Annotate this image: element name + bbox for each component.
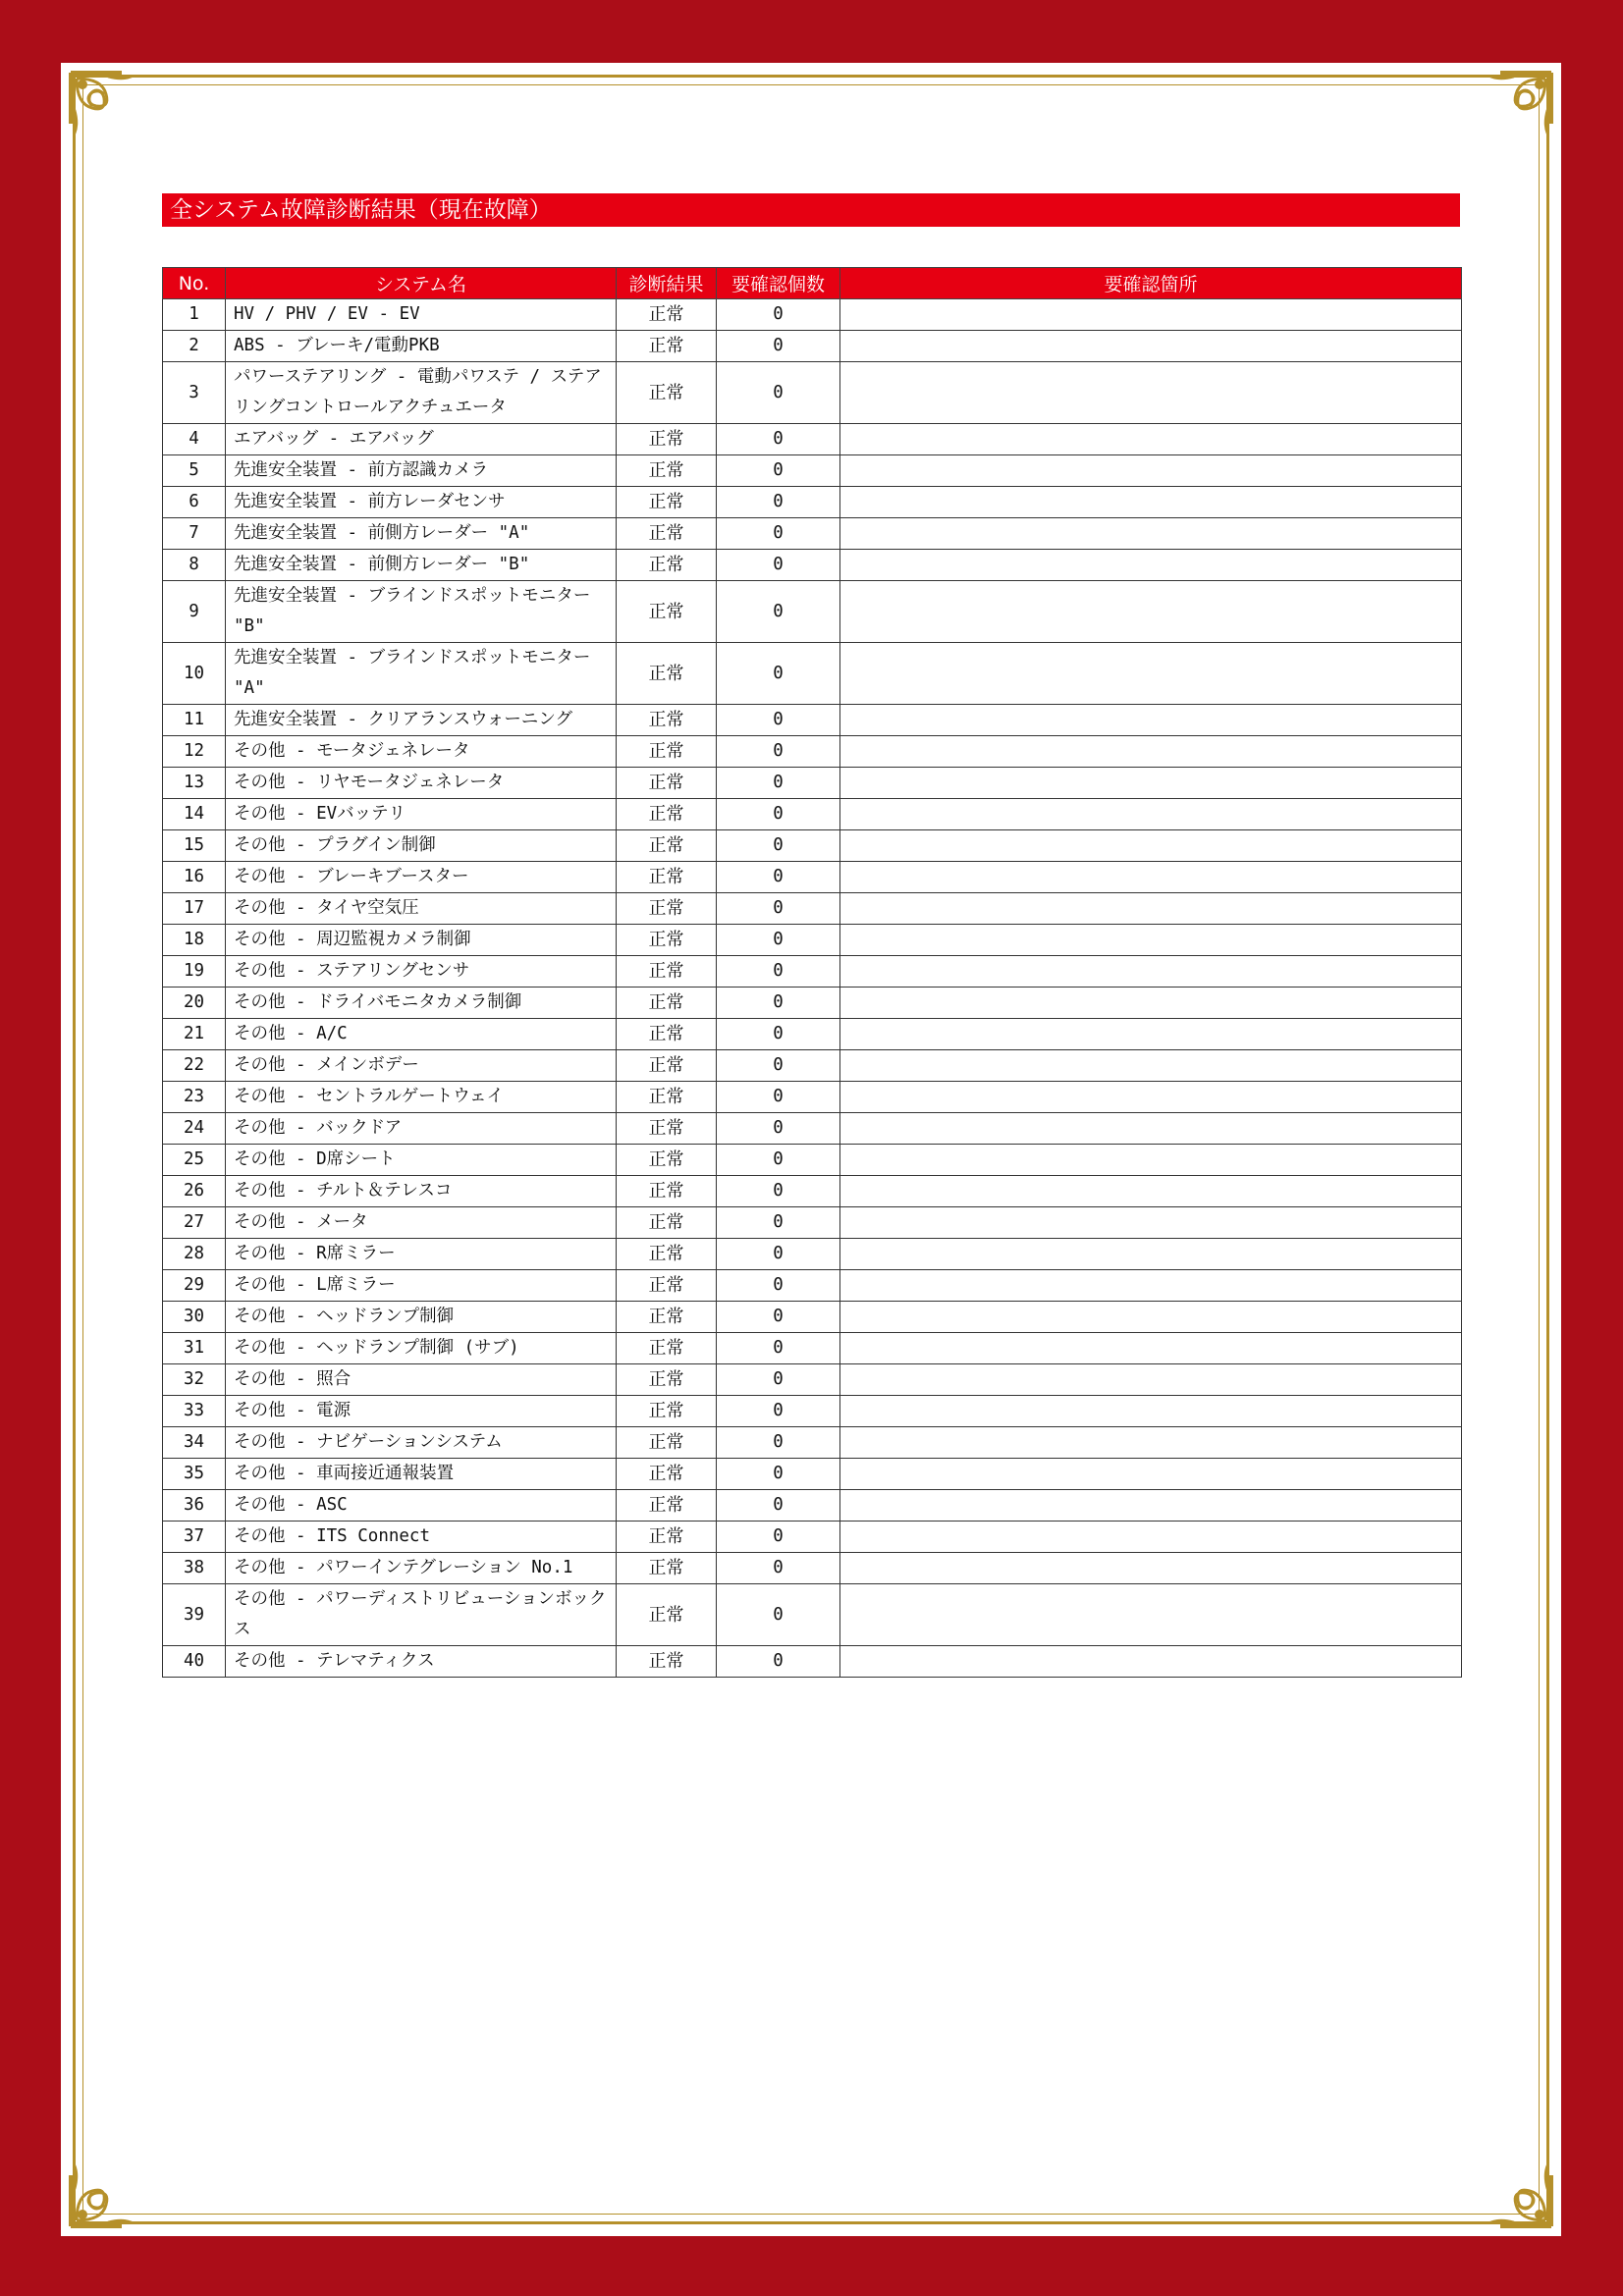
cell-system-name: その他 - ナビゲーションシステム: [226, 1427, 617, 1459]
cell-result: 正常: [617, 1176, 717, 1207]
cell-result: 正常: [617, 1396, 717, 1427]
cell-no: 22: [163, 1050, 226, 1082]
cell-location: [840, 1396, 1462, 1427]
cell-count: 0: [717, 1176, 840, 1207]
cell-system-name: 先進安全装置 - 前方認識カメラ: [226, 455, 617, 487]
cell-location: [840, 643, 1462, 705]
cell-no: 32: [163, 1364, 226, 1396]
cell-system-name: その他 - タイヤ空気圧: [226, 893, 617, 925]
cell-location: [840, 1207, 1462, 1239]
table-row: [163, 1113, 1462, 1145]
table-row: [163, 736, 1462, 768]
cell-no: 12: [163, 736, 226, 768]
cell-result: 正常: [617, 1553, 717, 1584]
cell-location: [840, 550, 1462, 581]
cell-count: 0: [717, 1082, 840, 1113]
cell-result: 正常: [617, 893, 717, 925]
cell-system-name: その他 - ヘッドランプ制御: [226, 1302, 617, 1333]
cell-location: [840, 1082, 1462, 1113]
cell-count: 0: [717, 1364, 840, 1396]
table-body: [163, 299, 1462, 1678]
cell-result: 正常: [617, 1490, 717, 1522]
table-row: [163, 893, 1462, 925]
cell-no: 26: [163, 1176, 226, 1207]
cell-result: 正常: [617, 1019, 717, 1050]
cell-location: [840, 1333, 1462, 1364]
cell-location: [840, 331, 1462, 362]
cell-count: 0: [717, 988, 840, 1019]
table-row: [163, 455, 1462, 487]
cell-result: 正常: [617, 362, 717, 424]
report-page: [61, 63, 1561, 2236]
cell-count: 0: [717, 736, 840, 768]
cell-no: 34: [163, 1427, 226, 1459]
cell-location: [840, 362, 1462, 424]
cell-count: 0: [717, 925, 840, 956]
cell-result: 正常: [617, 862, 717, 893]
cell-system-name: その他 - バックドア: [226, 1113, 617, 1145]
header-location: 要確認箇所: [840, 268, 1462, 299]
cell-count: 0: [717, 1113, 840, 1145]
cell-location: [840, 893, 1462, 925]
cell-location: [840, 1239, 1462, 1270]
cell-no: 24: [163, 1113, 226, 1145]
cell-count: 0: [717, 362, 840, 424]
table-row: [163, 1176, 1462, 1207]
cell-no: 40: [163, 1646, 226, 1678]
cell-system-name: その他 - ITS Connect: [226, 1522, 617, 1553]
cell-count: 0: [717, 956, 840, 988]
table-row: [163, 925, 1462, 956]
cell-location: [840, 424, 1462, 455]
cell-location: [840, 1176, 1462, 1207]
cell-system-name: HV / PHV / EV - EV: [226, 299, 617, 331]
cell-result: 正常: [617, 1239, 717, 1270]
cell-location: [840, 1584, 1462, 1646]
cell-count: 0: [717, 768, 840, 799]
cell-location: [840, 1145, 1462, 1176]
cell-location: [840, 518, 1462, 550]
cell-no: 38: [163, 1553, 226, 1584]
cell-location: [840, 581, 1462, 643]
cell-no: 4: [163, 424, 226, 455]
table-row: [163, 487, 1462, 518]
cell-count: 0: [717, 1145, 840, 1176]
cell-system-name: 先進安全装置 - 前方レーダセンサ: [226, 487, 617, 518]
table-row: [163, 643, 1462, 705]
cell-count: 0: [717, 1207, 840, 1239]
cell-no: 10: [163, 643, 226, 705]
cell-location: [840, 768, 1462, 799]
cell-result: 正常: [617, 581, 717, 643]
table-row: [163, 1646, 1462, 1678]
cell-system-name: その他 - ドライバモニタカメラ制御: [226, 988, 617, 1019]
cell-no: 9: [163, 581, 226, 643]
cell-count: 0: [717, 1646, 840, 1678]
cell-no: 8: [163, 550, 226, 581]
cell-no: 1: [163, 299, 226, 331]
cell-location: [840, 956, 1462, 988]
cell-count: 0: [717, 1302, 840, 1333]
table-row: [163, 581, 1462, 643]
table-row: [163, 1490, 1462, 1522]
cell-result: 正常: [617, 1113, 717, 1145]
cell-count: 0: [717, 331, 840, 362]
cell-result: 正常: [617, 455, 717, 487]
table-row: [163, 1427, 1462, 1459]
table-row: [163, 988, 1462, 1019]
cell-result: 正常: [617, 768, 717, 799]
cell-no: 20: [163, 988, 226, 1019]
cell-count: 0: [717, 830, 840, 862]
cell-count: 0: [717, 1050, 840, 1082]
table-row: [163, 362, 1462, 424]
table-row: [163, 768, 1462, 799]
table-row: [163, 1270, 1462, 1302]
corner-ornament-icon: [63, 65, 161, 163]
cell-no: 33: [163, 1396, 226, 1427]
cell-count: 0: [717, 1584, 840, 1646]
cell-no: 15: [163, 830, 226, 862]
cell-result: 正常: [617, 487, 717, 518]
header-count: 要確認個数: [717, 268, 840, 299]
table-header-row: [163, 268, 1462, 299]
cell-system-name: その他 - ASC: [226, 1490, 617, 1522]
table-row: [163, 1019, 1462, 1050]
cell-location: [840, 299, 1462, 331]
cell-location: [840, 1490, 1462, 1522]
cell-system-name: その他 - メインボデー: [226, 1050, 617, 1082]
table-row: [163, 1207, 1462, 1239]
table-row: [163, 705, 1462, 736]
cell-no: 36: [163, 1490, 226, 1522]
cell-count: 0: [717, 550, 840, 581]
cell-result: 正常: [617, 956, 717, 988]
cell-result: 正常: [617, 1646, 717, 1678]
cell-result: 正常: [617, 518, 717, 550]
cell-location: [840, 1364, 1462, 1396]
cell-location: [840, 1427, 1462, 1459]
cell-location: [840, 736, 1462, 768]
cell-system-name: その他 - パワーインテグレーション No.1: [226, 1553, 617, 1584]
cell-system-name: その他 - 照合: [226, 1364, 617, 1396]
cell-system-name: その他 - ステアリングセンサ: [226, 956, 617, 988]
cell-result: 正常: [617, 925, 717, 956]
cell-count: 0: [717, 1396, 840, 1427]
cell-result: 正常: [617, 1050, 717, 1082]
cell-result: 正常: [617, 1459, 717, 1490]
table-row: [163, 1145, 1462, 1176]
cell-location: [840, 1270, 1462, 1302]
cell-result: 正常: [617, 331, 717, 362]
cell-no: 19: [163, 956, 226, 988]
cell-no: 2: [163, 331, 226, 362]
cell-system-name: その他 - L席ミラー: [226, 1270, 617, 1302]
cell-count: 0: [717, 1427, 840, 1459]
cell-result: 正常: [617, 424, 717, 455]
cell-count: 0: [717, 862, 840, 893]
cell-count: 0: [717, 1459, 840, 1490]
table-row: [163, 424, 1462, 455]
page-title: 全システム故障診断結果（現在故障）: [162, 193, 1460, 227]
cell-no: 30: [163, 1302, 226, 1333]
cell-result: 正常: [617, 299, 717, 331]
header-system-name: システム名: [226, 268, 617, 299]
cell-count: 0: [717, 487, 840, 518]
cell-result: 正常: [617, 799, 717, 830]
cell-location: [840, 705, 1462, 736]
diagnosis-table: [162, 267, 1462, 1678]
cell-no: 17: [163, 893, 226, 925]
cell-result: 正常: [617, 830, 717, 862]
table-row: [163, 299, 1462, 331]
table-row: [163, 830, 1462, 862]
cell-system-name: 先進安全装置 - クリアランスウォーニング: [226, 705, 617, 736]
cell-result: 正常: [617, 705, 717, 736]
cell-no: 14: [163, 799, 226, 830]
cell-count: 0: [717, 455, 840, 487]
cell-location: [840, 1019, 1462, 1050]
cell-location: [840, 799, 1462, 830]
table-row: [163, 1333, 1462, 1364]
table-row: [163, 1522, 1462, 1553]
cell-no: 39: [163, 1584, 226, 1646]
cell-system-name: エアバッグ - エアバッグ: [226, 424, 617, 455]
cell-result: 正常: [617, 643, 717, 705]
cell-count: 0: [717, 581, 840, 643]
cell-location: [840, 1113, 1462, 1145]
cell-no: 31: [163, 1333, 226, 1364]
cell-count: 0: [717, 1333, 840, 1364]
cell-location: [840, 487, 1462, 518]
cell-system-name: その他 - テレマティクス: [226, 1646, 617, 1678]
cell-no: 5: [163, 455, 226, 487]
cell-result: 正常: [617, 1584, 717, 1646]
cell-system-name: その他 - パワーディストリビューションボックス: [226, 1584, 617, 1646]
cell-location: [840, 862, 1462, 893]
cell-no: 28: [163, 1239, 226, 1270]
corner-ornament-icon: [63, 2136, 161, 2234]
cell-location: [840, 925, 1462, 956]
table-row: [163, 1364, 1462, 1396]
table-row: [163, 1302, 1462, 1333]
cell-count: 0: [717, 1490, 840, 1522]
cell-system-name: パワーステアリング - 電動パワステ / ステアリングコントロールアクチュエータ: [226, 362, 617, 424]
cell-result: 正常: [617, 1207, 717, 1239]
table-row: [163, 1239, 1462, 1270]
cell-result: 正常: [617, 1427, 717, 1459]
header-no: No.: [163, 268, 226, 299]
cell-no: 13: [163, 768, 226, 799]
cell-count: 0: [717, 799, 840, 830]
cell-count: 0: [717, 1553, 840, 1584]
table-row: [163, 1553, 1462, 1584]
cell-result: 正常: [617, 1302, 717, 1333]
header-result: 診断結果: [617, 268, 717, 299]
cell-result: 正常: [617, 1522, 717, 1553]
cell-no: 18: [163, 925, 226, 956]
table-row: [163, 956, 1462, 988]
cell-system-name: その他 - A/C: [226, 1019, 617, 1050]
cell-no: 6: [163, 487, 226, 518]
cell-location: [840, 830, 1462, 862]
cell-count: 0: [717, 1522, 840, 1553]
table-row: [163, 862, 1462, 893]
cell-location: [840, 1050, 1462, 1082]
cell-no: 29: [163, 1270, 226, 1302]
cell-count: 0: [717, 893, 840, 925]
cell-count: 0: [717, 705, 840, 736]
cell-result: 正常: [617, 1082, 717, 1113]
cell-count: 0: [717, 1019, 840, 1050]
cell-location: [840, 1459, 1462, 1490]
table-row: [163, 1584, 1462, 1646]
cell-no: 3: [163, 362, 226, 424]
cell-system-name: 先進安全装置 - 前側方レーダー "B": [226, 550, 617, 581]
cell-count: 0: [717, 1239, 840, 1270]
cell-count: 0: [717, 643, 840, 705]
cell-no: 25: [163, 1145, 226, 1176]
cell-no: 11: [163, 705, 226, 736]
cell-no: 23: [163, 1082, 226, 1113]
cell-location: [840, 1302, 1462, 1333]
cell-result: 正常: [617, 988, 717, 1019]
cell-system-name: その他 - ブレーキブースター: [226, 862, 617, 893]
table-row: [163, 1459, 1462, 1490]
cell-system-name: その他 - EVバッテリ: [226, 799, 617, 830]
cell-no: 21: [163, 1019, 226, 1050]
cell-system-name: ABS - ブレーキ/電動PKB: [226, 331, 617, 362]
cell-system-name: その他 - メータ: [226, 1207, 617, 1239]
cell-system-name: その他 - ヘッドランプ制御 (サブ): [226, 1333, 617, 1364]
cell-system-name: その他 - R席ミラー: [226, 1239, 617, 1270]
cell-system-name: その他 - 周辺監視カメラ制御: [226, 925, 617, 956]
corner-ornament-icon: [1461, 65, 1559, 163]
cell-system-name: その他 - チルト＆テレスコ: [226, 1176, 617, 1207]
table-row: [163, 1082, 1462, 1113]
cell-location: [840, 1522, 1462, 1553]
table-row: [163, 799, 1462, 830]
cell-system-name: その他 - D席シート: [226, 1145, 617, 1176]
cell-result: 正常: [617, 1333, 717, 1364]
table-row: [163, 550, 1462, 581]
cell-system-name: その他 - リヤモータジェネレータ: [226, 768, 617, 799]
cell-result: 正常: [617, 1270, 717, 1302]
cell-count: 0: [717, 299, 840, 331]
cell-no: 16: [163, 862, 226, 893]
cell-location: [840, 1553, 1462, 1584]
cell-result: 正常: [617, 1145, 717, 1176]
cell-system-name: その他 - セントラルゲートウェイ: [226, 1082, 617, 1113]
cell-count: 0: [717, 518, 840, 550]
corner-ornament-icon: [1461, 2136, 1559, 2234]
cell-system-name: 先進安全装置 - ブラインドスポットモニター "B": [226, 581, 617, 643]
cell-system-name: その他 - 車両接近通報装置: [226, 1459, 617, 1490]
cell-system-name: その他 - プラグイン制御: [226, 830, 617, 862]
table-row: [163, 1050, 1462, 1082]
cell-no: 7: [163, 518, 226, 550]
table-row: [163, 331, 1462, 362]
cell-location: [840, 1646, 1462, 1678]
cell-location: [840, 455, 1462, 487]
cell-result: 正常: [617, 736, 717, 768]
table-row: [163, 518, 1462, 550]
cell-result: 正常: [617, 550, 717, 581]
cell-count: 0: [717, 424, 840, 455]
cell-location: [840, 988, 1462, 1019]
cell-system-name: 先進安全装置 - 前側方レーダー "A": [226, 518, 617, 550]
cell-no: 27: [163, 1207, 226, 1239]
cell-result: 正常: [617, 1364, 717, 1396]
cell-no: 35: [163, 1459, 226, 1490]
table-row: [163, 1396, 1462, 1427]
cell-system-name: その他 - モータジェネレータ: [226, 736, 617, 768]
cell-system-name: 先進安全装置 - ブラインドスポットモニター "A": [226, 643, 617, 705]
cell-count: 0: [717, 1270, 840, 1302]
cell-no: 37: [163, 1522, 226, 1553]
cell-system-name: その他 - 電源: [226, 1396, 617, 1427]
